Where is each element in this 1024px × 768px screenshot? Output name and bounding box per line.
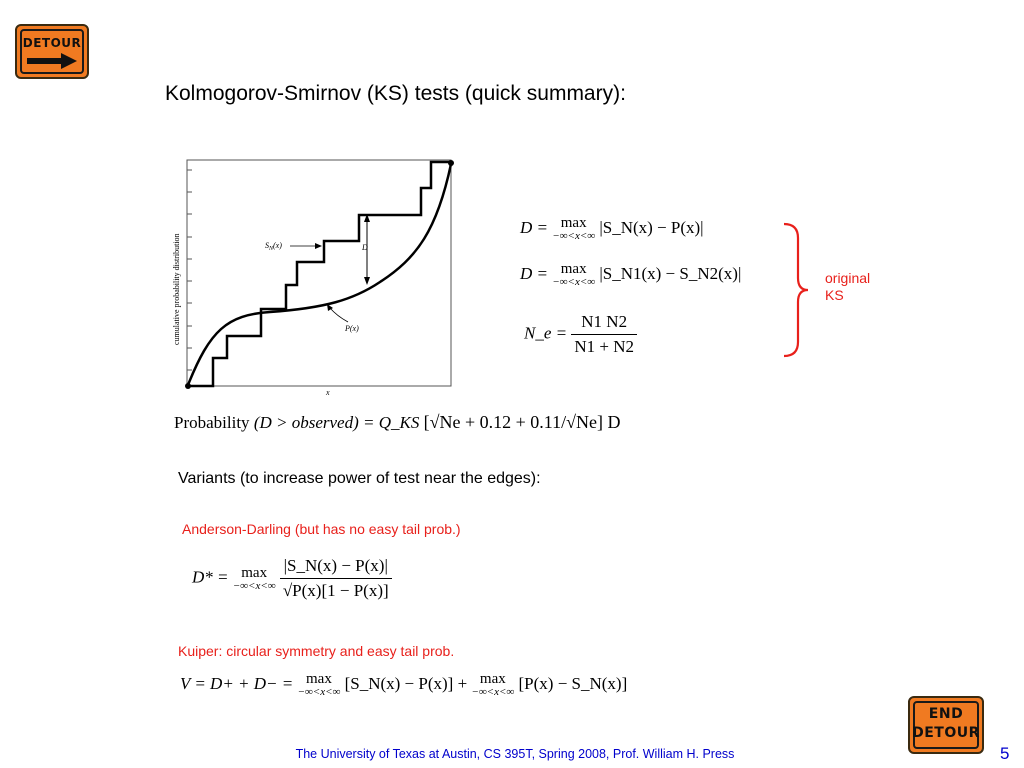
ks-figure [165, 150, 465, 400]
eq-probability: Probability (D > observed) = Q_KS [√Ne + 0.12 + 0.11/√Ne] D [174, 412, 621, 432]
eq-ks-two-sample: D = max −∞<x<∞ |S_N1(x) − S_N2(x)| [520, 261, 742, 288]
eq-ks-one-sample: D = max −∞<x<∞ |S_N(x) − P(x)| [520, 215, 704, 242]
sn-label: $S_N(x)$ [265, 241, 282, 252]
end-detour-sign[interactable] [908, 696, 984, 754]
d-label: D [362, 243, 368, 252]
kuiper-label: Kuiper: circular symmetry and easy tail prob. [178, 643, 455, 659]
eq-anderson-darling: D* = max −∞<x<∞ $\frac{|S\_N(x) - P(x)|}{√P(x)[1 - P(x)]}$ [192, 556, 392, 601]
brace-icon [780, 222, 810, 358]
eq-kuiper: V = D+ + D− = max −∞<x<∞ [S_N(x) − P(x)] + max −∞<x<∞ [P(x) − S_N(x)] [180, 671, 628, 698]
end-detour-line1: END [928, 706, 964, 722]
page-number: 5 [1000, 744, 1010, 763]
px-label: P(x) [345, 324, 359, 333]
footer-credit: The University of Texas at Austin, CS 395T, Spring 2008, Prof. William H. Press [295, 747, 735, 761]
y-axis-label: cumulative probability distribution [172, 233, 181, 345]
detour-sign-label: DETOUR [22, 36, 82, 50]
eq-ne: N_e = $\frac{N1 N2}{N1 + N2}$ [524, 312, 637, 357]
right-arrow-icon [27, 53, 79, 69]
variants-heading: Variants (to increase power of test near the edges): [178, 470, 541, 487]
original-ks-label: original KS [825, 270, 871, 303]
slide-title: Kolmogorov-Smirnov (KS) tests (quick summary): [165, 82, 626, 105]
x-axis-label: x [326, 388, 330, 397]
detour-sign[interactable] [15, 24, 89, 79]
empirical-cdf-steps [188, 162, 451, 386]
anderson-darling-label: Anderson-Darling (but has no easy tail prob.) [182, 521, 461, 537]
end-detour-line2: DETOUR [912, 725, 980, 741]
